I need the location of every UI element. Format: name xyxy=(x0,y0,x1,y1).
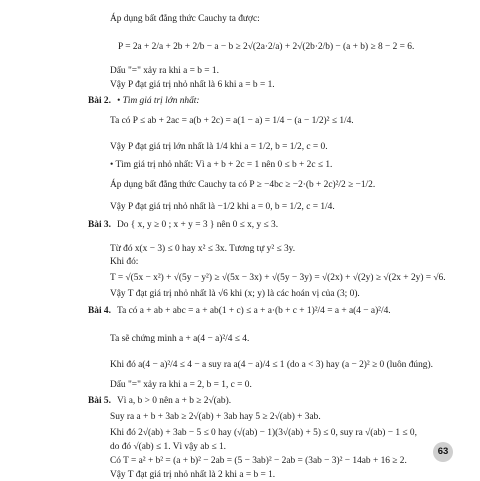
page-number: 63 xyxy=(433,442,453,462)
text-line: Vì a, b > 0 nên a + b ≥ 2√(ab). xyxy=(117,396,232,406)
text-line: Vậy T đạt giá trị nhỏ nhất là √6 khi (x; y) là các hoán vị của (3; 0). xyxy=(110,289,360,299)
text-line: Bài 4. xyxy=(88,306,111,316)
text-line: Bài 5. xyxy=(88,396,111,406)
text-line: Dấu "=" xảy ra khi a = b = 1. xyxy=(110,66,219,76)
text-line: Dấu "=" xảy ra khi a = 2, b = 1, c = 0. xyxy=(110,380,252,390)
text-line: Do { x, y ≥ 0 ; x + y = 3 } nên 0 ≤ x, y ≤ 3. xyxy=(117,220,279,230)
text-line: Khi đó 2√(ab) + 3ab − 5 ≤ 0 hay (√(ab) − 1)(3√(ab) + 5) ≤ 0, suy ra √(ab) − 1 ≤ 0, xyxy=(110,428,417,438)
text-line: Từ đó x(x − 3) ≤ 0 hay x² ≤ 3x. Tương tự y² ≤ 3y. xyxy=(110,244,296,254)
text-line: T = √(5x − x²) + √(5y − y²) ≥ √(5x − 3x) + √(5y − 3y) = √(2x) + √(2y) ≥ √(2x + 2y) = √6. xyxy=(110,273,446,283)
text-line: Vậy P đạt giá trị nhỏ nhất là −1/2 khi a = 0, b = 1/2, c = 1/4. xyxy=(110,202,335,212)
text-line: Khi đó a(4 − a)²/4 ≤ 4 − a suy ra a(4 − a)/4 ≤ 1 (do a < 3) hay (a − 2)² ≥ 0 (luôn đúng). xyxy=(110,360,433,370)
text-line: Suy ra a + b + 3ab ≥ 2√(ab) + 3ab hay 5 ≥ 2√(ab) + 3ab. xyxy=(110,412,321,422)
text-line: Vậy T đạt giá trị nhỏ nhất là 2 khi a = b = 1. xyxy=(110,470,276,480)
text-line: Áp dụng bất đẳng thức Cauchy ta được: xyxy=(110,14,260,24)
text-line: Ta có a + ab + abc = a + ab(1 + c) ≤ a + a·(b + c + 1)²/4 = a + a(4 − a)²/4. xyxy=(117,306,391,316)
text-line: Khi đó: xyxy=(110,257,139,267)
text-line: Ta sẽ chứng minh a + a(4 − a)²/4 ≤ 4. xyxy=(110,334,250,344)
text-line: Ta có P ≤ ab + 2ac = a(b + 2c) = a(1 − a) = 1/4 − (a − 1/2)² ≤ 1/4. xyxy=(110,116,354,126)
text-line: Bài 3. xyxy=(88,220,111,230)
text-line: Vậy P đạt giá trị lớn nhất là 1/4 khi a = 1/2, b = 1/2, c = 0. xyxy=(110,142,328,152)
text-line: • Tìm giá trị nhỏ nhất: Vì a + b + 2c = 1 nên 0 ≤ b + 2c ≤ 1. xyxy=(110,160,333,170)
text-line: P = 2a + 2/a + 2b + 2/b − a − b ≥ 2√(2a·2/a) + 2√(2b·2/b) − (a + b) ≥ 8 − 2 = 6. xyxy=(118,42,415,52)
text-line: Bài 2. xyxy=(88,96,111,106)
text-line: • Tìm giá trị lớn nhất: xyxy=(117,96,200,106)
text-line: Có T = a² + b² = (a + b)² − 2ab = (5 − 3ab)² − 2ab = (3ab − 3)² − 14ab + 16 ≥ 2. xyxy=(110,456,407,466)
text-line: Vậy P đạt giá trị nhỏ nhất là 6 khi a = b = 1. xyxy=(110,80,275,90)
text-line: Áp dụng bất đẳng thức Cauchy ta có P ≥ −4bc ≥ −2·(b + 2c)²/2 ≥ −1/2. xyxy=(110,180,376,190)
text-line: do đó √(ab) ≤ 1. Vì vậy ab ≤ 1. xyxy=(110,442,227,452)
